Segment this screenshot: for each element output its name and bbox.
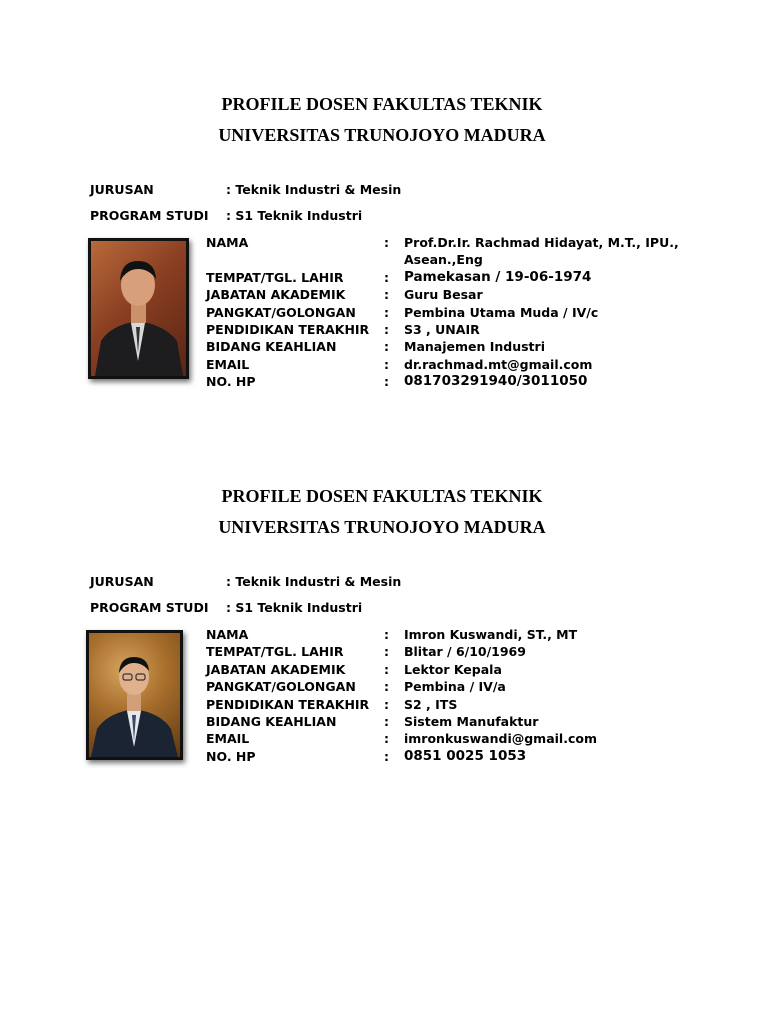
field-row-rank [206,678,706,695]
email-value[interactable]: imronkuswandi@gmail.com [404,731,597,747]
field-separator: : [384,304,389,320]
profile-details [206,234,706,391]
profile-details [206,626,706,765]
department-line [90,182,401,198]
field-row-email [206,730,706,747]
field-row-name [206,234,706,269]
field-separator: : [384,679,389,695]
field-row-academic-position [206,286,706,303]
field-separator: : [384,714,389,730]
field-row-expertise [206,338,706,355]
email-value[interactable]: dr.rachmad.mt@gmail.com [404,356,593,372]
field-separator: : [384,339,389,355]
study-program-label: PROGRAM STUDI [90,600,209,615]
field-value: Imron Kuswandi, ST., MT [404,627,578,642]
field-row-academic-position [206,661,706,678]
study-program-line [90,600,362,616]
field-label: PANGKAT/GOLONGAN [206,679,356,695]
portrait-image-icon [91,241,186,376]
field-separator: : [384,356,389,372]
field-row-name [206,626,706,643]
field-label: PENDIDIKAN TERAKHIR [206,696,370,712]
field-label: BIDANG KEAHLIAN [206,339,337,355]
field-label: NAMA [206,235,249,250]
field-separator: : [384,748,389,764]
field-row-phone [206,373,706,390]
lecturer-photo [88,238,189,379]
study-program-value: : S1 Teknik Industri [226,600,363,615]
field-separator: : [384,627,389,642]
department-label: JURUSAN [90,182,154,197]
field-value: Manajemen Industri [404,339,545,355]
profile-title: PROFILE DOSEN FAKULTAS TEKNIK [221,94,543,114]
field-value: Pembina Utama Muda / IV/c [404,304,599,320]
field-label: EMAIL [206,356,250,372]
field-value: Guru Besar [404,287,483,303]
field-row-birth [206,643,706,660]
field-separator: : [384,322,389,338]
field-separator: : [384,269,389,285]
field-value: Sistem Manufaktur [404,714,539,730]
field-row-expertise [206,713,706,730]
field-label: NO. HP [206,374,256,390]
study-program-value: : S1 Teknik Industri [226,208,363,223]
phone-value: 0851 0025 1053 [404,747,527,764]
university-title: UNIVERSITAS TRUNOJOYO MADURA [218,125,546,145]
department-line [90,574,401,590]
field-value: S2 , ITS [404,696,458,712]
profile-title: PROFILE DOSEN FAKULTAS TEKNIK [221,486,543,506]
field-value: S3 , UNAIR [404,322,480,338]
department-label: JURUSAN [90,574,154,589]
field-label: JABATAN AKADEMIK [206,661,346,677]
field-separator: : [384,661,389,677]
field-separator: : [384,696,389,712]
field-label: NO. HP [206,748,256,764]
field-value: Pembina / IV/a [404,679,506,695]
field-value: Pamekasan / 19-06-1974 [404,268,592,285]
phone-value: 081703291940/3011050 [404,373,588,390]
field-value: Blitar / 6/10/1969 [404,644,526,660]
field-label: PENDIDIKAN TERAKHIR [206,322,370,338]
field-label: PANGKAT/GOLONGAN [206,304,356,320]
study-program-line [90,208,362,224]
field-separator: : [384,731,389,747]
university-title: UNIVERSITAS TRUNOJOYO MADURA [218,517,546,537]
department-value: : Teknik Industri & Mesin [226,574,402,589]
field-label: EMAIL [206,731,250,747]
field-label: BIDANG KEAHLIAN [206,714,337,730]
field-row-phone [206,748,706,765]
field-value: Lektor Kepala [404,661,502,677]
study-program-label: PROGRAM STUDI [90,208,209,223]
field-separator: : [384,287,389,303]
field-row-email [206,356,706,373]
field-value: Prof.Dr.Ir. Rachmad Hidayat, M.T., IPU., Asean.,Eng [404,235,679,268]
field-label: TEMPAT/TGL. LAHIR [206,269,344,285]
portrait-image-icon [89,633,180,757]
field-row-rank [206,304,706,321]
field-row-education [206,696,706,713]
field-label: TEMPAT/TGL. LAHIR [206,644,344,660]
field-label: NAMA [206,627,249,642]
field-separator: : [384,644,389,660]
lecturer-photo [86,630,183,760]
field-row-birth [206,269,706,286]
field-row-education [206,321,706,338]
department-value: : Teknik Industri & Mesin [226,182,402,197]
field-separator: : [384,235,389,250]
field-label: JABATAN AKADEMIK [206,287,346,303]
field-separator: : [384,374,389,390]
